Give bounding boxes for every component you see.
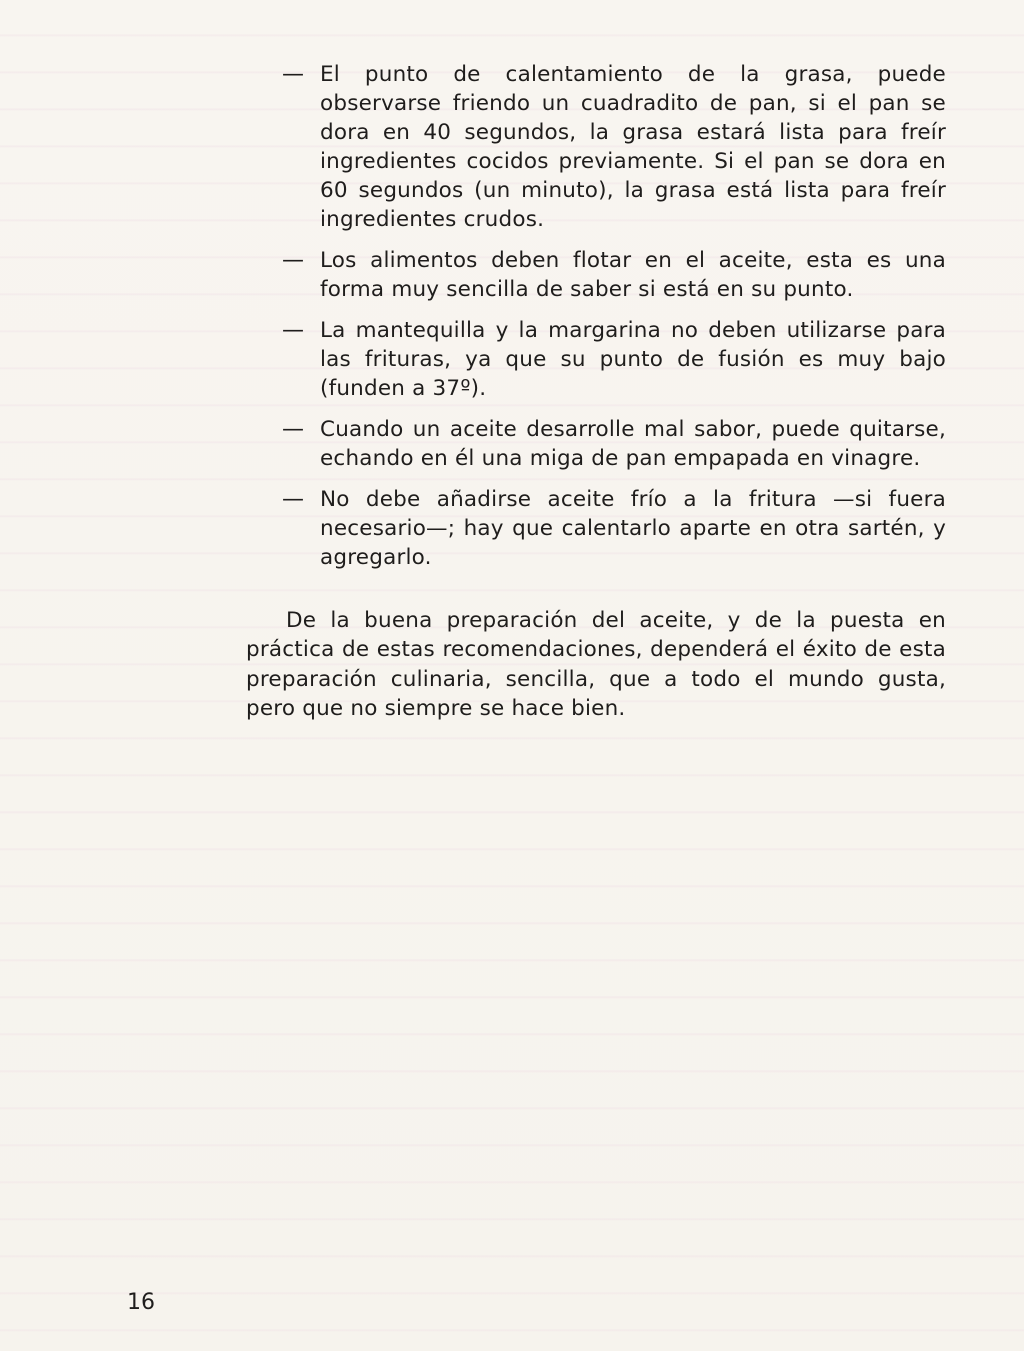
bullet-dash: — [282,417,304,442]
bullet-dash: — [282,62,304,87]
bullet-dash: — [282,248,304,273]
bullet-text: Los alimentos deben flotar en el aceite, esta es una forma muy sencilla de saber si está en su punto. [320,248,946,302]
bullet-dash: — [282,318,304,343]
bullet-item [282,246,946,304]
bullet-item [282,60,946,234]
bullet-text: La mantequilla y la margarina no deben utilizarse para las frituras, ya que su punto de fusión es muy bajo (funden a 37º). [320,318,946,401]
bullet-item [282,316,946,403]
closing-paragraph: De la buena preparación del aceite, y de la puesta en práctica de estas recomendaciones, dependerá el éxito de esta preparación culinaria, sencilla, que a todo el mundo gusta, pero que no siempre se hace bien. [246,607,946,721]
bullet-text: No debe añadirse aceite frío a la fritura —si fuera necesario—; hay que calentarlo aparte en otra sartén, y agregarlo. [320,487,946,570]
bullet-text: Cuando un aceite desarrolle mal sabor, puede quitarse, echando en él una miga de pan empapada en vinagre. [320,417,946,471]
bullet-item [282,485,946,572]
bullet-text: El punto de calentamiento de la grasa, puede observarse friendo un cuadradito de pan, si el pan se dora en 40 segundos, la grasa estará lista para freír ingredientes cocidos previamente. Si el pan se dora en 60 segundos (un minuto), la grasa está lista para freír ingredientes crudos. [320,62,946,232]
page-number: 16 [127,1290,155,1315]
bullet-list [282,60,946,584]
bullet-item [282,415,946,473]
bullet-dash: — [282,487,304,512]
